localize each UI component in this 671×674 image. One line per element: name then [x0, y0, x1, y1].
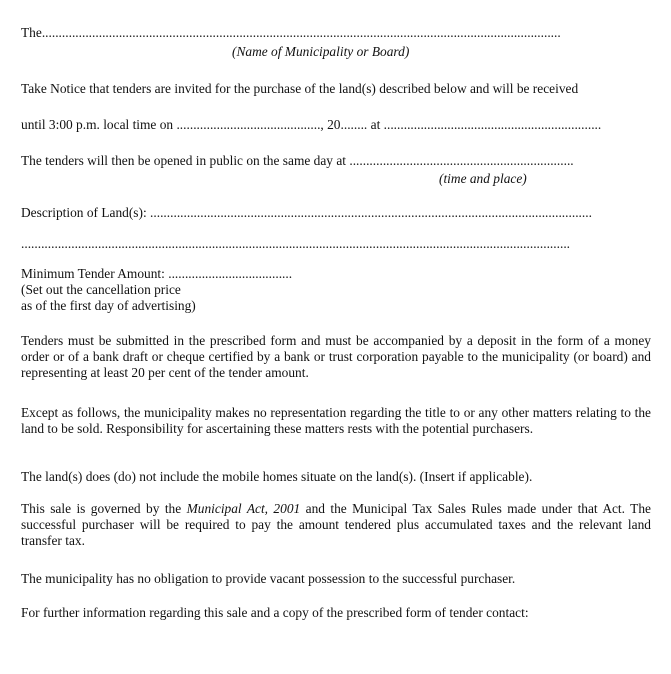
- time-and-place-caption: (time and place): [439, 171, 527, 186]
- municipal-act-title: Municipal Act, 2001: [186, 501, 301, 516]
- title-representation-paragraph: Except as follows, the municipality makes no representation regarding the title to or any other matters relating to the land to be sold. Responsibility for ascertaining these matters rests with the potential purchasers.: [21, 405, 651, 436]
- municipality-name-caption: (Name of Municipality or Board): [232, 44, 410, 59]
- vacant-possession-paragraph: The municipality has no obligation to provide vacant possession to the successful purchaser.: [21, 571, 516, 586]
- notice-line-1: Take Notice that tenders are invited for the purchase of the land(s) described below and will be received: [21, 81, 579, 96]
- governing-act-paragraph: [21, 501, 651, 549]
- deposit-paragraph: Tenders must be submitted in the prescribed form and must be accompanied by a deposit in the form of a money order or of a bank draft or cheque certified by a bank or trust corporation payable to the municipality (or board) and representing at least 20 per cent of the tender amount.: [21, 333, 651, 380]
- mobile-homes-paragraph: The land(s) does (do) not include the mobile homes situate on the land(s). (Insert if applicable).: [21, 469, 533, 484]
- municipality-name-line: The...........................................................................................................................................................: [21, 25, 561, 40]
- description-line: Description of Land(s): ....................................................................................................................................: [21, 205, 592, 220]
- description-continuation-line: ....................................................................................................................................................................: [21, 236, 571, 251]
- further-information-paragraph: For further information regarding this sale and a copy of the prescribed form of tender contact:: [21, 605, 529, 620]
- governing-act-prefix: This sale is governed by the: [21, 501, 187, 516]
- minimum-tender-block: Minimum Tender Amount: ..................................... (Set out the cancellation price as of the first day of advertising): [21, 266, 293, 313]
- opening-line: The tenders will then be opened in public on the same day at ...................................................................: [21, 153, 574, 168]
- notice-line-2: until 3:00 p.m. local time on ..........................................., 20........ at .................................................................: [21, 117, 602, 132]
- governing-act-suffix: and the Municipal Tax Sales Rules made under that Act. The successful purchaser will be required to pay the amount tendered plus accumulated taxes and the relevant land transfer tax.: [21, 501, 651, 548]
